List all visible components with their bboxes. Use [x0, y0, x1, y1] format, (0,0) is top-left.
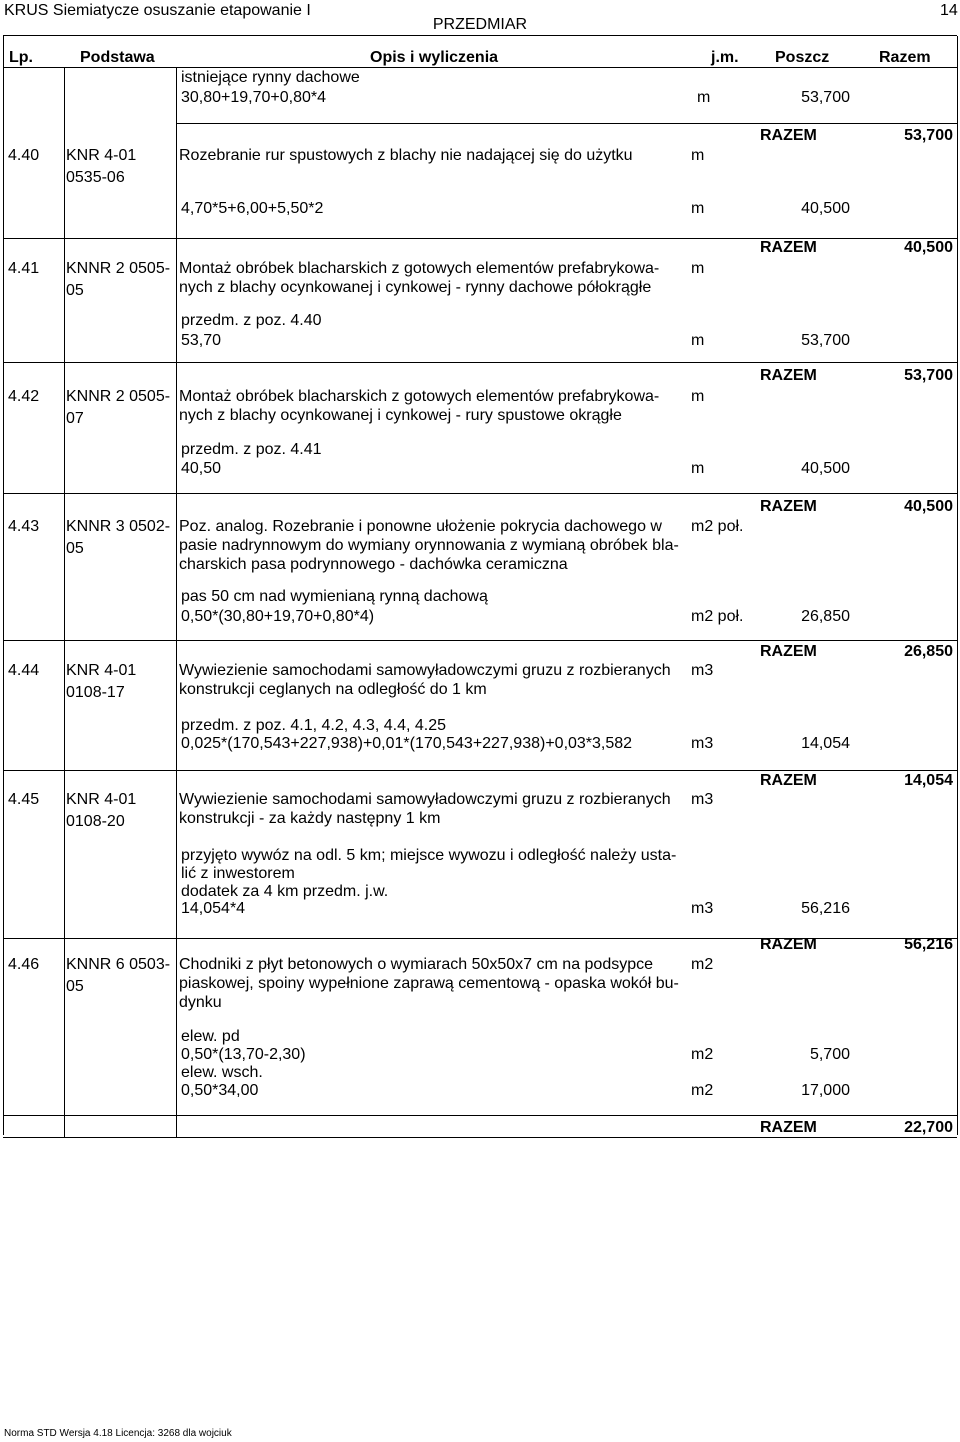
item-unit: m: [691, 147, 705, 164]
razem-value: 56,216: [904, 936, 953, 953]
column-header-poszcz: Poszcz: [775, 49, 830, 66]
calc-unit: m2: [691, 1082, 714, 1099]
item-basis: 05: [66, 978, 84, 995]
item-description: nych z blachy ocynkowanej i cynkowej - rynny dachowe półokrągłe: [179, 279, 652, 296]
calc-line: 0,50*34,00: [181, 1082, 259, 1099]
razem-label: RAZEM: [760, 936, 817, 953]
item-description: Wywiezienie samochodami samowyładowczymi gruzu z rozbieranych: [179, 662, 671, 679]
razem-value: 53,700: [904, 127, 953, 144]
item-separator: [3, 493, 957, 494]
page-number: 14: [940, 2, 958, 19]
item-number: 4.40: [8, 147, 40, 164]
calc-unit: m3: [691, 900, 714, 917]
item-description: Montaż obróbek blacharskich z gotowych elementów prefabrykowa-: [179, 260, 660, 277]
carry-description: istniejące rynny dachowe: [181, 69, 360, 86]
calc-line: pas 50 cm nad wymienianą rynną dachową: [181, 588, 488, 605]
razem-label: RAZEM: [760, 772, 817, 789]
item-number: 4.45: [8, 791, 40, 808]
calc-line: 0,50*(13,70-2,30): [181, 1046, 306, 1063]
item-basis: KNNR 6 0503-: [66, 956, 171, 973]
column-header-podstawa: Podstawa: [80, 49, 155, 66]
razem-value: 14,054: [904, 772, 953, 789]
column-header-razem: Razem: [879, 49, 931, 66]
razem-value: 26,850: [904, 643, 953, 660]
razem-value: 40,500: [904, 239, 953, 256]
item-basis: 0108-17: [66, 684, 125, 701]
column-header-opis: Opis i wyliczenia: [370, 49, 499, 66]
item-description: dynku: [179, 994, 222, 1011]
item-number: 4.46: [8, 956, 40, 973]
item-basis: 05: [66, 282, 84, 299]
item-description: pasie nadrynnowym do wymiany orynnowania z wymianą obróbek bla-: [179, 537, 679, 554]
item-basis: KNNR 2 0505-: [66, 388, 171, 405]
calc-line: dodatek za 4 km przedm. j.w.: [181, 883, 389, 900]
item-separator: [3, 1115, 957, 1116]
item-unit: m2: [691, 956, 714, 973]
item-separator: [3, 362, 957, 363]
calc-unit: m: [691, 460, 705, 477]
item-number: 4.44: [8, 662, 40, 679]
item-description: Poz. analog. Rozebranie i ponowne ułożenie pokrycia dachowego w: [179, 518, 662, 535]
table-right-border: [957, 36, 958, 1135]
razem-label: RAZEM: [760, 1119, 817, 1136]
carry-calculation: 30,80+19,70+0,80*4: [181, 89, 327, 106]
document-title: KRUS Siemiatycze osuszanie etapowanie I: [4, 2, 311, 19]
section-title: PRZEDMIAR: [432, 16, 528, 33]
item-unit: m: [691, 388, 705, 405]
razem-label: RAZEM: [760, 367, 817, 384]
item-description: konstrukcji ceglanych na odległość do 1 km: [179, 681, 487, 698]
column-header-jm: j.m.: [711, 49, 739, 66]
calc-unit: m: [691, 332, 705, 349]
item-number: 4.41: [8, 260, 40, 277]
item-description: Wywiezienie samochodami samowyładowczymi gruzu z rozbieranych: [179, 791, 671, 808]
item-basis: 07: [66, 410, 84, 427]
item-basis: KNR 4-01: [66, 662, 137, 679]
item-description: Chodniki z płyt betonowych o wymiarach 50x50x7 cm na podsypce: [179, 956, 654, 973]
calc-line: przedm. z poz. 4.1, 4.2, 4.3, 4.4, 4.25: [181, 717, 447, 734]
calc-value: 26,850: [801, 608, 850, 625]
calc-line: elew. wsch.: [181, 1064, 263, 1081]
calc-line: elew. pd: [181, 1028, 240, 1045]
calc-value: 40,500: [801, 200, 850, 217]
item-basis: KNNR 2 0505-: [66, 260, 171, 277]
column-header-rule: [3, 67, 957, 68]
item-basis: 0535-06: [66, 169, 125, 186]
calc-unit: m3: [691, 735, 714, 752]
column-rule-lp: [64, 67, 65, 1137]
item-unit: m3: [691, 662, 714, 679]
razem-label: RAZEM: [760, 643, 817, 660]
item-basis: KNR 4-01: [66, 147, 137, 164]
calc-value: 53,700: [801, 332, 850, 349]
calc-line: lić z inwestorem: [181, 865, 295, 882]
calc-value: 5,700: [809, 1046, 850, 1063]
item-unit: m3: [691, 791, 714, 808]
calc-line: przyjęto wywóz na odl. 5 km; miejsce wywozu i odległość należy usta-: [181, 847, 677, 864]
item-description: piaskowej, spoiny wypełnione zaprawą cementową - opaska wokół bu-: [179, 975, 679, 992]
item-separator: [176, 123, 957, 124]
item-description: nych z blachy ocynkowanej i cynkowej - rury spustowe okrągłe: [179, 407, 622, 424]
calc-line: 40,50: [181, 460, 222, 477]
calc-line: 4,70*5+6,00+5,50*2: [181, 200, 324, 217]
razem-label: RAZEM: [760, 498, 817, 515]
calc-line: 14,054*4: [181, 900, 246, 917]
item-unit: m2 poł.: [691, 518, 744, 535]
item-unit: m: [691, 260, 705, 277]
razem-label: RAZEM: [760, 239, 817, 256]
razem-value: 22,700: [904, 1119, 953, 1136]
carry-value: 53,700: [801, 89, 850, 106]
razem-value: 40,500: [904, 498, 953, 515]
calc-line: przedm. z poz. 4.41: [181, 441, 322, 458]
item-number: 4.42: [8, 388, 40, 405]
item-separator: [3, 640, 957, 641]
calc-unit: m2: [691, 1046, 714, 1063]
item-basis: KNNR 3 0502-: [66, 518, 171, 535]
item-description: Rozebranie rur spustowych z blachy nie nadającej się do użytku: [179, 147, 633, 164]
item-number: 4.43: [8, 518, 40, 535]
calc-value: 14,054: [801, 735, 850, 752]
table-bottom-border: [3, 1137, 957, 1138]
calc-value: 40,500: [801, 460, 850, 477]
license-footer: Norma STD Wersja 4.18 Licencja: 3268 dla wojciuk: [4, 1428, 232, 1439]
item-basis: 0108-20: [66, 813, 125, 830]
item-description: charskich pasa podrynnowego - dachówka ceramiczna: [179, 556, 568, 573]
carry-unit: m: [697, 89, 711, 106]
calc-unit: m: [691, 200, 705, 217]
item-basis: KNR 4-01: [66, 791, 137, 808]
item-description: Montaż obróbek blacharskich z gotowych elementów prefabrykowa-: [179, 388, 660, 405]
calc-value: 56,216: [801, 900, 850, 917]
razem-label: RAZEM: [760, 127, 817, 144]
calc-line: przedm. z poz. 4.40: [181, 312, 322, 329]
razem-value: 53,700: [904, 367, 953, 384]
item-description: konstrukcji - za każdy następny 1 km: [179, 810, 441, 827]
column-header-lp: Lp.: [9, 49, 33, 66]
calc-value: 17,000: [801, 1082, 850, 1099]
column-rule-podstawa: [176, 67, 177, 1137]
calc-line: 0,025*(170,543+227,938)+0,01*(170,543+227,938)+0,03*3,582: [181, 735, 633, 752]
item-basis: 05: [66, 540, 84, 557]
calc-unit: m2 poł.: [691, 608, 744, 625]
table-left-border: [3, 36, 4, 1135]
calc-line: 0,50*(30,80+19,70+0,80*4): [181, 608, 375, 625]
header-rule: [3, 35, 957, 36]
calc-line: 53,70: [181, 332, 222, 349]
